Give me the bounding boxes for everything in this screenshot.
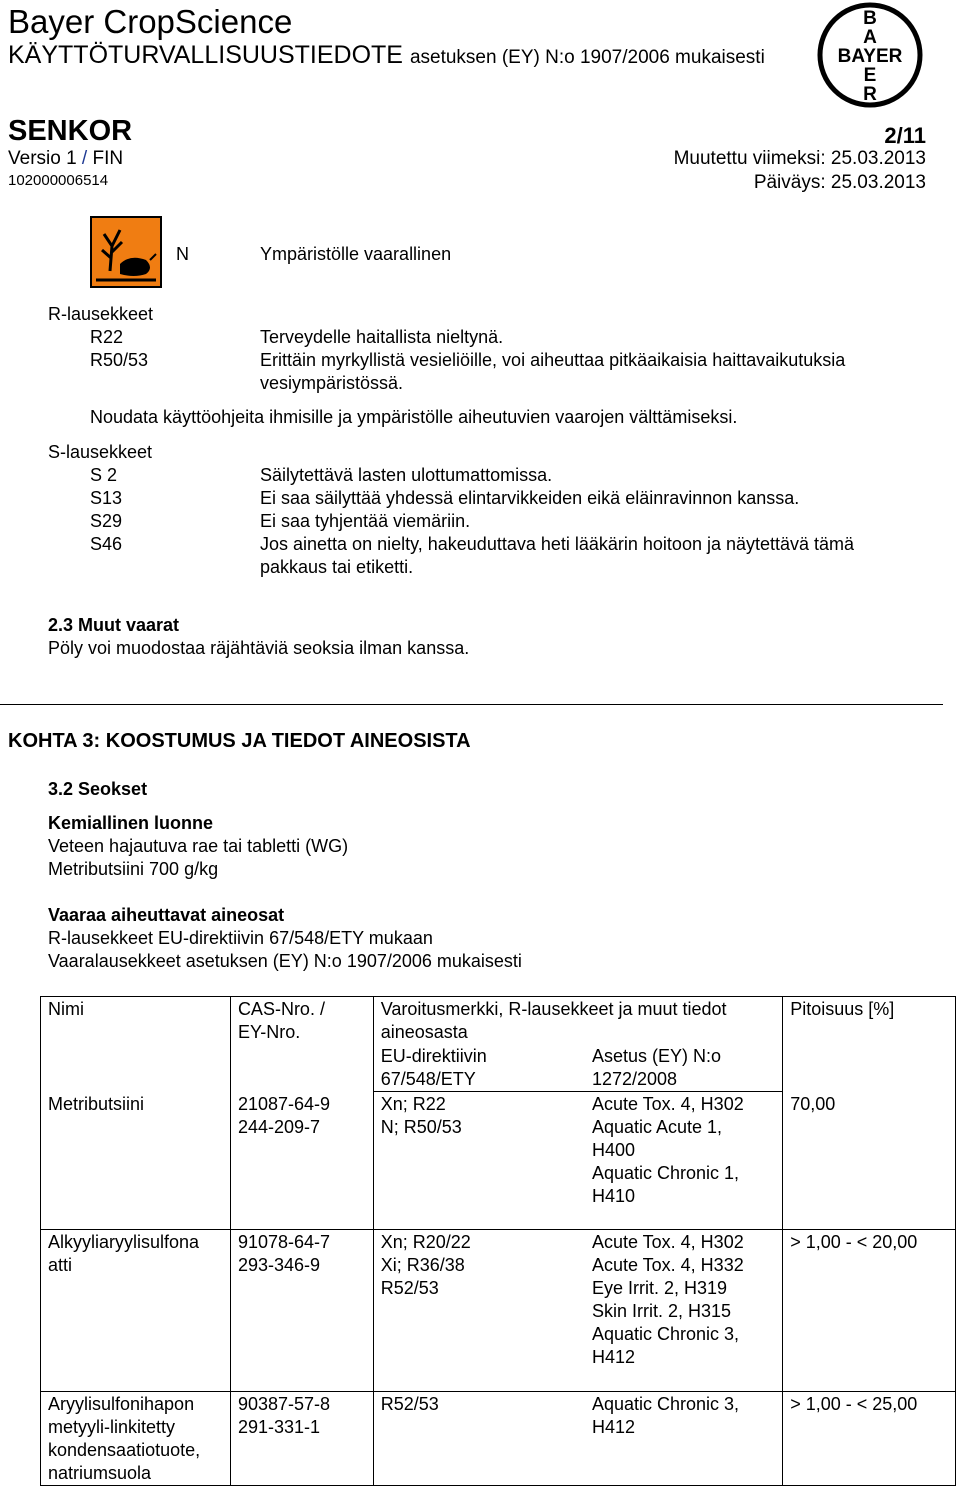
table-row (41, 1092, 956, 1230)
cell-concentration: > 1,00 - < 20,00 (783, 1230, 956, 1392)
cell-cas: 91078-64-7 293-346-9 (230, 1230, 373, 1392)
document-title (8, 40, 765, 73)
hazardous-components-heading: Vaaraa aiheuttavat aineosat (48, 905, 285, 925)
cell-eu: R52/53 (373, 1392, 585, 1486)
s-phrase-text: Jos ainetta on nielty, hakeuduttava heti lääkärin hoitoon ja näytettävä tämä (260, 534, 855, 554)
s-phrases-heading: S-lausekkeet (48, 442, 153, 462)
header-eu-directive: EU-direktiivin 67/548/ETY (373, 1044, 585, 1092)
cell-name: Aryylisulfonihapon metyyli-linkitetty kondensaatiotuote, natriumsuola (41, 1392, 231, 1486)
chemical-nature-line: Veteen hajautuva rae tai tabletti (WG) (48, 836, 349, 856)
composition-table (40, 996, 956, 1486)
doc-title-main: KÄYTTÖTURVALLISUUSTIEDOTE (8, 41, 403, 69)
header-warnings: Varoitusmerkki, R-lausekkeet ja muut tiedot aineosasta (373, 997, 782, 1045)
table-row (41, 1392, 956, 1486)
mixtures-heading: 3.2 Seokset (48, 779, 148, 799)
company-name: Bayer CropScience (8, 3, 293, 40)
s-phrase-text: Säilytettävä lasten ulottumattomissa. (260, 465, 553, 485)
document-number: 102000006514 (8, 172, 109, 189)
cell-regulation: Acute Tox. 4, H302 Aquatic Acute 1, H400 Aquatic Chronic 1, H410 (585, 1092, 783, 1230)
environmental-hazard-icon (90, 216, 162, 288)
header-cas: CAS-Nro. / EY-Nro. (230, 997, 373, 1092)
svg-text:A: A (863, 27, 877, 48)
version-separator: / (76, 148, 93, 169)
s-phrase-text: Ei saa säilyttää yhdessä elintarvikkeiden eikä eläinravinnon kanssa. (260, 488, 800, 508)
bayer-logo-text: BAYER (837, 46, 903, 67)
hazard-description: Ympäristölle vaarallinen (260, 244, 452, 264)
cell-eu: Xn; R22 N; R50/53 (373, 1092, 585, 1230)
s-phrase-code: S13 (90, 488, 123, 508)
hazardous-components-line: Vaaralausekkeet asetuksen (EY) N:o 1907/2006 mukaisesti (48, 951, 522, 971)
cell-cas: 90387-57-8 291-331-1 (230, 1392, 373, 1486)
language-code: FIN (92, 148, 124, 169)
cell-regulation: Acute Tox. 4, H302 Acute Tox. 4, H332 Eye Irrit. 2, H319 Skin Irrit. 2, H315 Aquatic Chronic 3, H412 (585, 1230, 783, 1392)
hazard-symbol: N (176, 244, 189, 264)
r-phrase-code: R50/53 (90, 350, 149, 370)
r-phrases-note: Noudata käyttöohjeita ihmisille ja ympäristölle aiheutuvien vaarojen välttämiseksi. (90, 407, 738, 427)
product-name: SENKOR (8, 115, 133, 147)
section-3-title: KOHTA 3: KOOSTUMUS JA TIEDOT AINEOSISTA (8, 730, 471, 752)
cell-cas: 21087-64-9 244-209-7 (230, 1092, 373, 1230)
cell-concentration: > 1,00 - < 25,00 (783, 1392, 956, 1486)
svg-text:R: R (863, 84, 877, 105)
s-phrase-code: S 2 (90, 465, 118, 485)
header-regulation: Asetus (EY) N:o 1272/2008 (585, 1044, 783, 1092)
modified-date: Muutettu viimeksi: 25.03.2013 (673, 148, 926, 169)
version-label: Versio 1 (8, 148, 77, 169)
cell-name: Metributsiini (41, 1092, 231, 1230)
r-phrase-text: Erittäin myrkyllistä vesieliöille, voi aiheuttaa pitkäaikaisia haittavaikutuksia (260, 350, 846, 370)
table-row (41, 1230, 956, 1392)
hazardous-components-line: R-lausekkeet EU-direktiivin 67/548/ETY mukaan (48, 928, 433, 948)
bayer-logo (817, 2, 923, 108)
svg-text:B: B (863, 8, 877, 29)
other-hazards-heading: 2.3 Muut vaarat (48, 615, 180, 635)
header-concentration: Pitoisuus [%] (783, 997, 956, 1092)
s-phrase-code: S46 (90, 534, 123, 554)
r-phrase-text: Terveydelle haitallista nieltynä. (260, 327, 504, 347)
cell-regulation: Aquatic Chronic 3, H412 (585, 1392, 783, 1486)
r-phrase-code: R22 (90, 327, 124, 347)
cell-eu: Xn; R20/22 Xi; R36/38 R52/53 (373, 1230, 585, 1392)
page-number: 2/11 (884, 123, 926, 148)
section-divider (0, 704, 943, 705)
r-phrases-heading: R-lausekkeet (48, 304, 154, 324)
version-info (8, 148, 123, 170)
s-phrase-text-continued: pakkaus tai etiketti. (260, 557, 414, 577)
issue-date: Päiväys: 25.03.2013 (753, 172, 926, 193)
r-phrase-text-continued: vesiympäristössä. (260, 373, 404, 393)
cell-concentration: 70,00 (783, 1092, 956, 1230)
table-header-row (41, 997, 956, 1045)
s-phrase-text: Ei saa tyhjentää viemäriin. (260, 511, 471, 531)
chemical-nature-heading: Kemiallinen luonne (48, 813, 214, 833)
cell-name: Alkyyliaryylisulfona atti (41, 1230, 231, 1392)
regulation-text: asetuksen (EY) N:o 1907/2006 mukaisesti (409, 47, 765, 68)
header-name: Nimi (41, 997, 231, 1092)
chemical-nature-line: Metributsiini 700 g/kg (48, 859, 219, 879)
other-hazards-text: Pöly voi muodostaa räjähtäviä seoksia ilman kanssa. (48, 638, 470, 658)
svg-text:E: E (863, 65, 877, 86)
s-phrase-code: S29 (90, 511, 123, 531)
